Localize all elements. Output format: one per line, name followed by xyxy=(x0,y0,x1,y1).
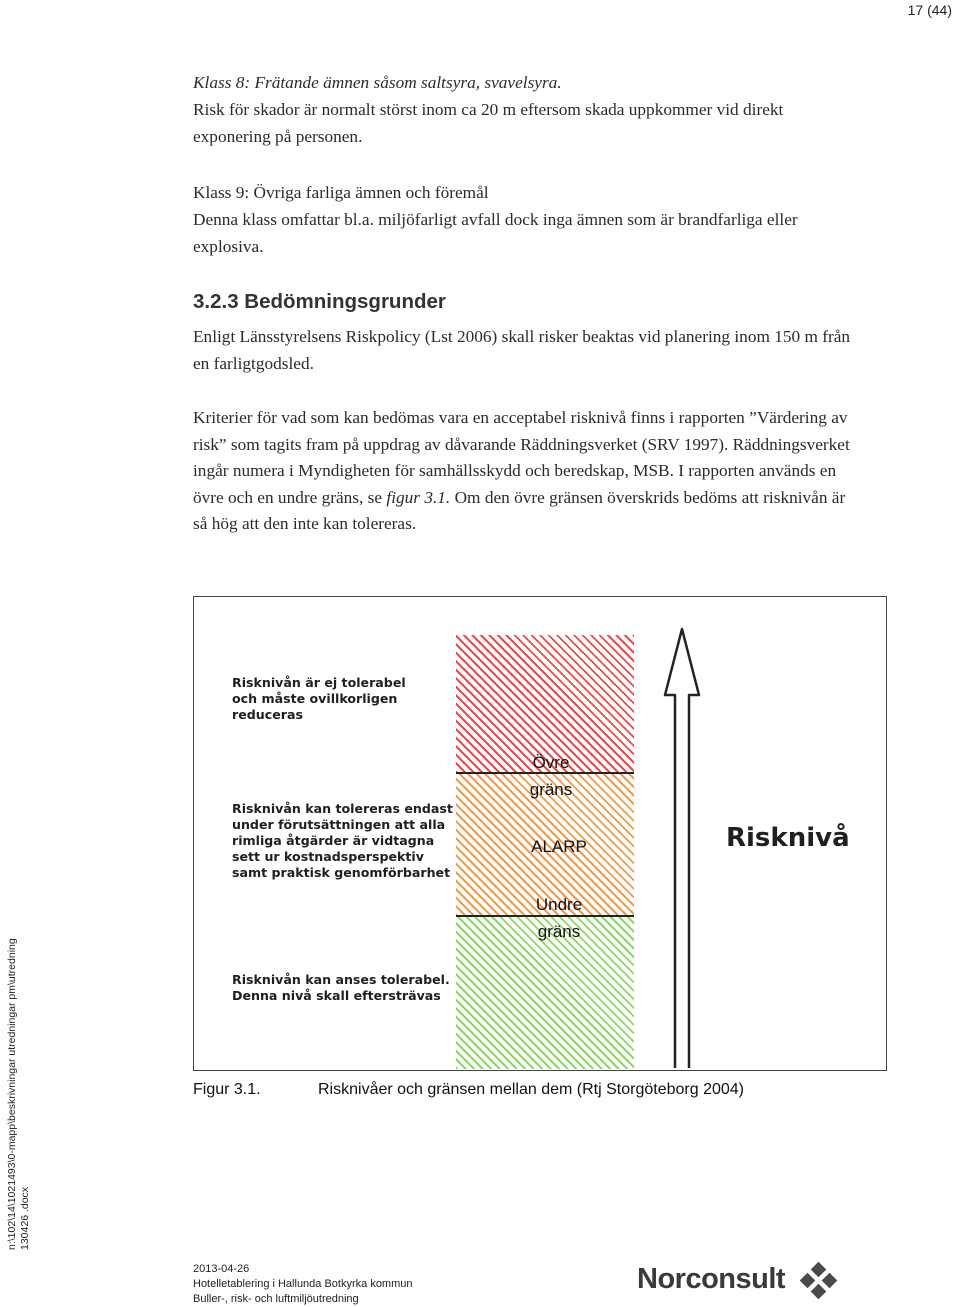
risk-axis-label: Risknivå xyxy=(726,823,850,853)
label-tolerable: Risknivån kan anses tolerabel. Denna nivå skall eftersträvas xyxy=(232,972,450,1003)
figure-reference-link[interactable]: figur 3.1. xyxy=(386,487,451,507)
side-path-line: n:\102\14\1021493\0-mapp\beskrivningar utredningar pm\utredning xyxy=(6,938,18,1250)
side-path-filename: 130426 .docx xyxy=(19,1186,31,1250)
page-footer xyxy=(193,1262,413,1307)
upper-limit-label: Övre gräns xyxy=(529,753,573,799)
class8-title: Klass 8: Frätande ämnen såsom saltsyra, svavelsyra. xyxy=(193,73,562,92)
class9-text: Denna klass omfattar bl.a. miljöfarligt avfall dock inga ämnen som är brandfarliga eller explosiva. xyxy=(193,210,798,256)
norconsult-logo xyxy=(637,1262,842,1302)
paragraph-criteria xyxy=(193,405,853,538)
logo-wordmark: Norconsult xyxy=(637,1263,786,1295)
figure-caption-text: Risknivåer och gränsen mellan dem (Rtj Storgöteborg 2004) xyxy=(318,1081,744,1098)
alarp-label: ALARP xyxy=(531,837,587,856)
section-heading: 3.2.3 Bedömningsgrunder xyxy=(193,290,446,313)
paragraph-risk-policy: Enligt Länsstyrelsens Riskpolicy (Lst 2006) skall risker beaktas vid planering inom 150 m från en farligtgodsled. xyxy=(193,327,851,373)
page-number: 17 (44) xyxy=(907,2,952,18)
footer-project: Hotelletablering i Hallunda Botkyrka kommun xyxy=(193,1278,413,1290)
lower-limit-label: Undre gräns xyxy=(535,895,583,941)
label-tolerable-if: Risknivån kan tolereras endast under förutsättningen att alla rimliga åtgärder är vidtagna sett ur kostnadsperspektiv samt praktisk genomförbarhet xyxy=(232,801,453,880)
class9-title: Klass 9: Övriga farliga ämnen och föremål xyxy=(193,183,489,202)
footer-date: 2013-04-26 xyxy=(193,1263,250,1275)
figure-caption-number: Figur 3.1. xyxy=(193,1081,261,1098)
class8-text: Risk för skador är normalt störst inom ca 20 m eftersom skada uppkommer vid direkt exponering på personen. xyxy=(193,100,784,146)
footer-report: Buller-, risk- och luftmiljöutredning xyxy=(193,1293,359,1305)
paragraph-criteria-text: Kriterier för vad som kan bedömas vara en acceptabel risknivå finns i rapporten ”Värdering av risk” som tagits fram på uppdrag av dåvarande Räddningsverket (SRV 1997). Räddningsverket ingår numera i Myndigheten för samhällsskydd och beredskap, MSB. I rapporten används en övre och en undre gräns, se xyxy=(193,408,850,507)
paragraph-criteria-text-end: Om den övre gränsen överskrids bedöms att risknivån är så hög att den inte kan tolereras. xyxy=(193,487,846,533)
risk-level-figure xyxy=(193,596,887,1071)
label-not-tolerable: Risknivån är ej tolerabel och måste ovillkorligen reduceras xyxy=(232,675,406,722)
side-file-path xyxy=(6,938,32,1250)
risk-arrow-icon xyxy=(662,625,702,1069)
logo-diamond-icon xyxy=(799,1262,839,1302)
